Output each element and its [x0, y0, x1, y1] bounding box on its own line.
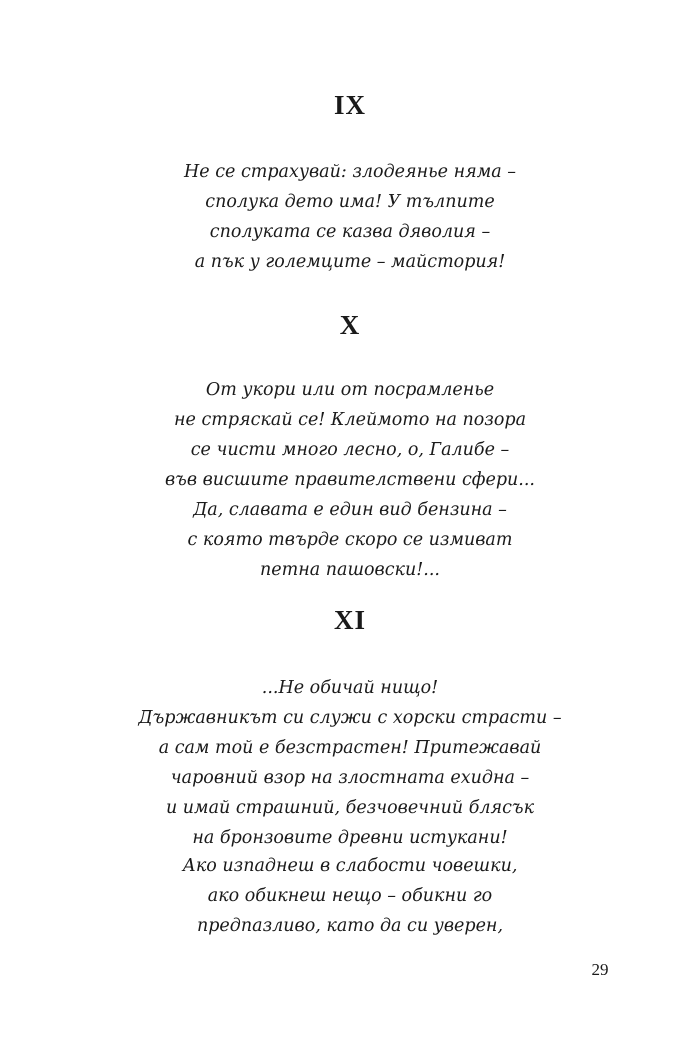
verse-line: се чисти много лесно, о, Галибе –: [190, 440, 510, 460]
verse-line: чаровний взор на злостната ехидна –: [170, 768, 530, 788]
page-number: 29: [591, 960, 609, 979]
verse-line: не стряскай се! Клеймото на позора: [174, 410, 526, 430]
stanza-ix-1: [0, 157, 700, 277]
verse-line: Не се страхувай: злодеянье няма –: [184, 162, 516, 182]
verse-line: сполуката се казва дяволия –: [209, 222, 491, 242]
section-heading-ix: IX: [333, 90, 366, 120]
verse-line: Да, славата е един вид бензина –: [193, 500, 507, 520]
verse-line: Държавникът си служи с хорски страсти –: [138, 708, 562, 728]
stanza-xi-2: [0, 851, 700, 941]
section-heading-x: X: [339, 310, 361, 340]
verse-line: ...Не обичай нищо!: [261, 678, 439, 698]
verse-line: с която твърде скоро се измиват: [187, 530, 513, 550]
verse-line: във висшите правителствени сфери...: [165, 470, 535, 490]
verse-line: а сам той е безстрастен! Притежавай: [158, 738, 542, 758]
verse-line: От укори или от посрамленье: [205, 380, 495, 400]
verse-line: предпазливо, като да си уверен,: [196, 916, 504, 936]
section-heading-xi: XI: [333, 605, 366, 635]
verse-line: ако обикнеш нещо – обикни го: [207, 886, 493, 906]
verse-line: петна пашовски!...: [260, 560, 440, 580]
verse-line: Ако изпаднеш в слабости човешки,: [182, 856, 518, 876]
verse-line: а пък у големците – майстория!: [194, 252, 506, 272]
verse-line: и имай страшний, безчовечний блясък: [165, 798, 535, 818]
stanza-xi-1: [0, 673, 700, 853]
stanza-x-1: [0, 375, 700, 585]
verse-line: на бронзовите древни истукани!: [192, 828, 508, 848]
verse-line: сполука дето има! У тълпите: [205, 192, 495, 212]
